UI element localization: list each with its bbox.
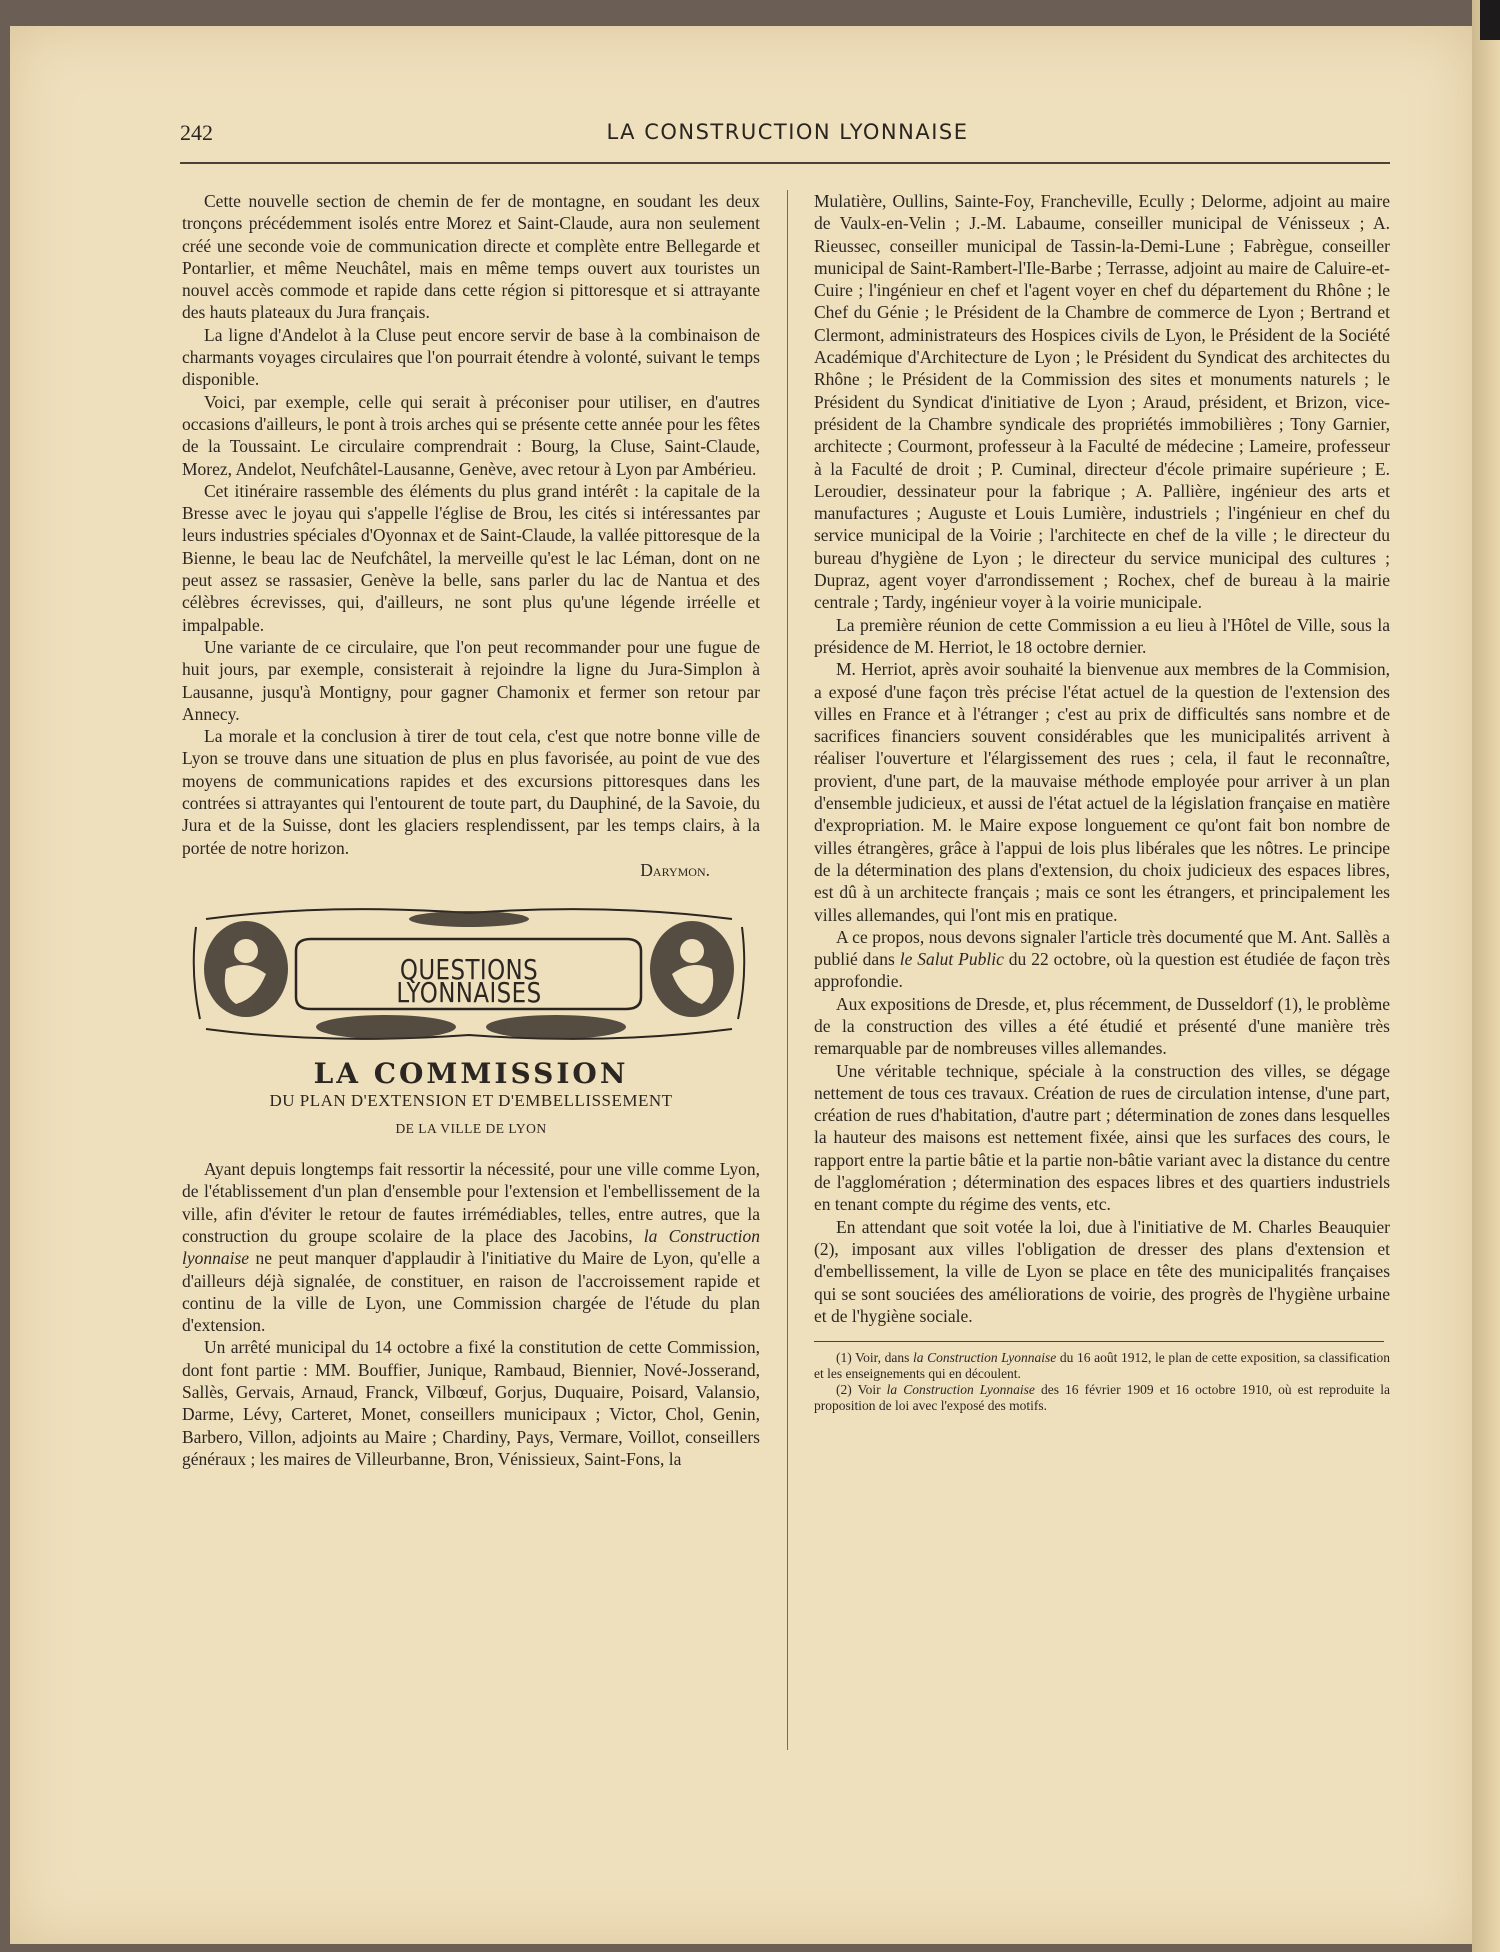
article-subtitle-city: DE LA VILLE DE LYON [395,1120,547,1136]
paragraph: La morale et la conclusion à tirer de tout cela, c'est que notre bonne ville de Lyon se trouve dans une situation de plus en plus favorisée, au point de vue des moyens de communications rapides et des excursions pittoresques dans les contrées si attrayantes qui l'entourent de toute part, du Dauphiné, de la Savoie, du Jura et de la Suisse, dont les glaciers resplendissent, par les temps clairs, à la portée de notre horizon. [182,726,760,858]
article-title: LA COMMISSION [313,1057,629,1091]
footnote-2 [814,1382,1390,1414]
paragraph: Mulatière, Oullins, Sainte-Foy, Francheville, Ecully ; Delorme, adjoint au maire de Vaulx-en-Velin ; J.-M. Labaume, conseiller municipal de Vénisseux ; A. Rieussec, conseiller municipal de Tassin-la-Demi-Lune ; Fabrègue, conseiller municipal de Saint-Rambert-l'Ile-Barbe ; Terrasse, adjoint au maire de Caluire-et-Cuire ; l'ingénieur en chef et l'agent voyer en chef du département du Rhône ; le Chef du Génie ; le Président de la Chambre de commerce de Lyon ; Bertrand et Clermont, administrateurs des Hospices civils de Lyon, le Président de la Société Académique d'Architecture de Lyon ; le Président du Syndicat des architectes du Rhône ; le Président de la Commission des sites et monuments naturels ; le Président du Syndicat d'initiative de Lyon ; Araud, président, et Brizon, vice-président de la Chambre syndicale des propriétés immobilières ; Tony Garnier, architecte ; Courmont, professeur à la Faculté de médecine ; Lameire, professeur à la Faculté de droit ; P. Cuminal, directeur d'école primaire supérieure ; E. Leroudier, dessinateur pour la fabrique ; A. Pallière, ingénieur des arts et manufactures ; Auguste et Louis Lumière, industriels ; l'ingénieur en chef du service municipal de la Voirie ; l'architecte en chef de la ville ; le directeur du bureau d'hygiène de Lyon ; le directeur du service municipal des cultures ; Dupraz, agent voyer d'arrondissement ; Rochex, chef de bureau à la mairie centrale ; Tardy, ingénieur voyer à la voirie municipale. [814,191,1390,613]
page-header [180,120,1395,156]
banner-title: QUESTIONS LYONNAISES [396,953,542,1009]
left-column [182,190,760,1470]
right-column [814,190,1390,1414]
paragraph [182,1158,760,1336]
header-rule [180,162,1390,164]
publication-title: la Construction Lyonnaise [886,1382,1035,1398]
text-run: (2) Voir [836,1382,881,1398]
article-subtitle: DU PLAN D'EXTENSION ET D'EMBELLISSEMENT [269,1090,673,1110]
text-run: des 16 février 1909 et 16 octobre 1910, où est reproduite la proposition de loi avec l'exposé des motifs. [814,1382,1391,1414]
footnote-rule [814,1341,1384,1342]
next-page-edge [1472,0,1500,1952]
paragraph: Une variante de ce circulaire, que l'on peut recommander pour une fugue de huit jours, par exemple, consisterait à rejoindre la ligne du Jura-Simplon à Lausanne, jusqu'à Montigny, pour gagner Chamonix et fermer son retour par Annecy. [182,636,760,724]
binding-strip [1480,0,1500,40]
footnotes [814,1350,1390,1414]
paragraph: Une véritable technique, spéciale à la construction des villes, se dégage nettement de tous ces travaux. Création de rues de circulation intense, d'une part, création de rues d'habitation, d'autre part ; détermination de zones dans lesquelles la hauteur des maisons est nettement fixée, ainsi que les surfaces des cours, le rapport entre la partie bâtie et la partie non-bâtie variant avec la distance du centre de l'agglomération ; détermination des espaces libres et des quartiers industriels en tenant compte du régime des vents, etc. [814,1060,1390,1215]
text-run: ne peut manquer d'applaudir à l'initiative du Maire de Lyon, qu'elle a d'ailleurs déjà signalée, de constituer, en raison de l'accroissement rapide et continu de la ville de Lyon, une Commission chargée de l'étude du plan d'extension. [182,1248,760,1336]
paragraph: Cette nouvelle section de chemin de fer de montagne, en soudant les deux tronçons précédemment isolés entre Morez et Saint-Claude, aura non seulement créé une seconde voie de communication directe et complète entre Bellegarde et Pontarlier, et même Neuchâtel, mais en même temps ouvert aux touristes un nouvel accès commode et rapide dans cette région si pittoresque et si attrayante des hauts plateaux du Jura français. [182,191,760,323]
paragraph: En attendant que soit votée la loi, due à l'initiative de M. Charles Beauquier (2), imposant aux villes l'obligation de dresser des plans d'extension et d'embellissement, la ville de Lyon se place en tête des municipalités françaises qui se sont souciées des améliorations de voirie, des progrès de l'hygiène urbaine et de l'hygiène sociale. [814,1216,1390,1326]
text-run: du 22 octobre, où la question est étudiée de façon très approfondie. [814,949,1391,992]
publication-title: le Salut Public [899,949,1004,970]
text-run: du 16 août 1912, le plan de cette exposition, sa classification et les enseignements qui en découlent. [814,1350,1391,1382]
paragraph: Un arrêté municipal du 14 octobre a fixé la constitution de cette Commission, dont font partie : MM. Bouffier, Junique, Rambaud, Biennier, Nové-Josserand, Sallès, Gervais, Arnaud, Franck, Vilbœuf, Gorjus, Duquaire, Poisard, Valansio, Darme, Lévy, Carteret, Monet, conseillers municipaux ; Victor, Chol, Genin, Barbero, Villon, adjoints au Maire ; Chardiny, Pays, Vermare, Voillot, conseillers généraux ; les maires de Villeurbanne, Bron, Vénissieux, Saint-Fons, la [182,1337,760,1469]
text-run: A ce propos, nous devons signaler l'article très documenté que M. Ant. Sallès a publié dans [814,926,1390,970]
publication-title: la Construction Lyonnaise [912,1350,1057,1366]
paragraph: Cet itinéraire rassemble des éléments du plus grand intérêt : la capitale de la Bresse avec le joyau qui s'appelle l'église de Brou, les cités si intéressantes par leurs industries spéciales d'Oyonnax et de Saint-Claude, la vallée pittoresque de la Bienne, le beau lac de Neufchâtel, la merveille qu'est le lac Léman, dont on ne peut assez se rassasier, Genève la belle, sans parler du lac de Nantua et des célèbres écrevisses, qui, d'ailleurs, ne sont plus qu'une légende irréelle et impalpable. [182,480,760,635]
text-run: (1) Voir, dans [836,1350,910,1366]
running-title: LA CONSTRUCTION LYONNAISE [606,120,969,144]
paragraph: Aux expositions de Dresde, et, plus récemment, de Dusseldorf (1), le problème de la construction des villes a été étudié et présenté d'une manière très remarquable par de nombreuses villes allemandes. [814,993,1390,1059]
paragraph: La ligne d'Andelot à la Cluse peut encore servir de base à la combinaison de charmants voyages circulaires que l'on pourrait étendre à volonté, suivant le temps disponible. [182,324,760,390]
paragraph: Voici, par exemple, celle qui serait à préconiser pour utiliser, en d'autres occasions d'ailleurs, le pont à trois arches qui se présente cette année pour les fêtes de la Toussaint. Le circulaire comprendrait : Bourg, la Cluse, Saint-Claude, Morez, Andelot, Neufchâtel-Lausanne, Genève, avec retour à Lyon par Ambérieu. [182,391,761,479]
page-number: 242 [180,120,213,145]
publication-title: la Construction lyonnaise [182,1225,760,1269]
paragraph: La première réunion de cette Commission a eu lieu à l'Hôtel de Ville, sous la présidence de M. Herriot, le 18 octobre dernier. [814,614,1390,657]
section-banner [186,899,752,1049]
text-run: Ayant depuis longtemps fait ressortir la nécessité, pour une ville comme Lyon, de l'établissement d'un plan d'ensemble pour l'extension et l'embellissement de la ville, afin d'éviter le retour de fautes irrémédiables, telles, entre autres, que la construction du groupe scolaire de la place des Jacobins, [182,1159,760,1246]
footnote-1 [814,1350,1390,1382]
column-divider [787,190,788,1750]
paragraph [814,926,1390,993]
author-signature: Darymon. [640,859,710,880]
paragraph: M. Herriot, après avoir souhaité la bienvenue aux membres de la Commision, a exposé d'une façon très précise l'état actuel de la question de l'extension des villes en France et à l'étranger ; c'est au prix de difficultés sans nombre et de sacrifices financiers souvent considérables que les municipalités arrivent à réaliser l'ouverture et l'élargissement des rues ; cela, il faut le reconnaître, provient, d'une part, de la mauvaise méthode employée pour arriver à un plan d'ensemble judicieux, et aussi de l'état actuel de la législation française en matière d'expropriation. M. le Maire expose longuement ce qu'ont fait bon nombre de villes étrangères, grâce à l'appui de lois plus libérales que les nôtres. Le principe de la détermination des plans d'extension, du choix judicieux des espaces libres, est dû à un architecte français ; mais ce sont les étrangers, et principalement les villes allemandes, qui l'ont mis en pratique. [814,659,1390,925]
